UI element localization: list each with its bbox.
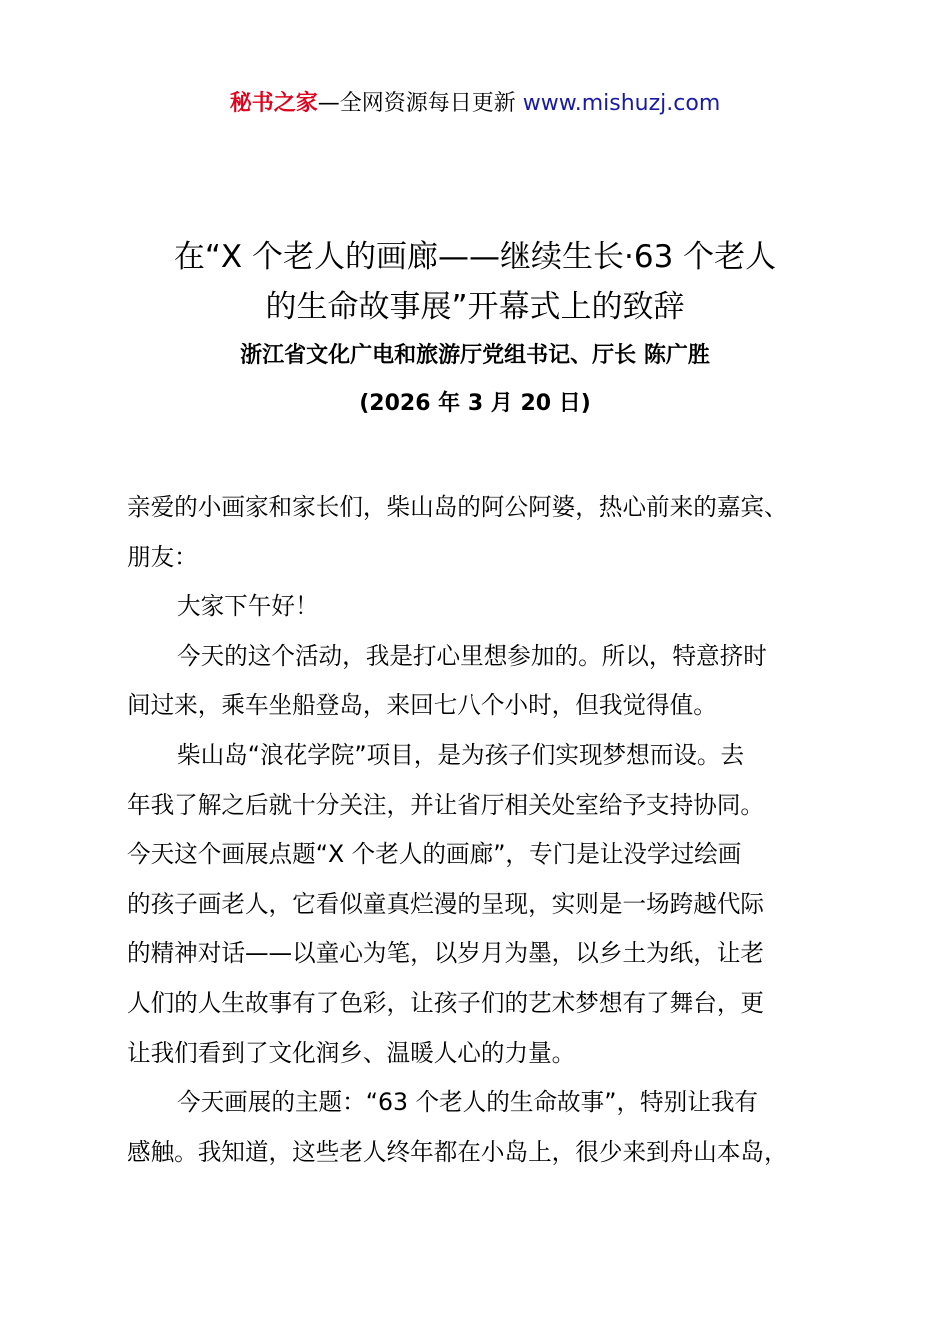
site-url-link[interactable]: www.mishuzj.com	[522, 91, 721, 116]
title-line-2: 的生命故事展”开幕式上的致辞	[265, 289, 685, 325]
text-line: 感触。我知道，这些老人终年都在小岛上，很少来到舟山本岛，	[127, 1137, 788, 1166]
speech-date: (2026 年 3 月 20 日)	[359, 391, 591, 416]
text-line: 人们的人生故事有了色彩，让孩子们的艺术梦想有了舞台，更	[127, 988, 765, 1017]
text-line: 的精神对话——以童心为笔，以岁月为墨，以乡土为纸，让老	[127, 939, 765, 968]
text-line: 年我了解之后就十分关注，并让省厅相关处室给予支持协同。	[127, 790, 765, 819]
header-slogan: —全网资源每日更新	[317, 91, 523, 116]
text-line: 今天这个画展点题“X 个老人的画廊”，专门是让没学过绘画	[127, 840, 742, 869]
text-line: 大家下午好！	[177, 592, 319, 621]
author-line: 浙江省文化广电和旅游厅党组书记、厅长 陈广胜	[240, 343, 710, 368]
site-header	[0, 88, 950, 120]
brand-name: 秘书之家	[229, 91, 318, 116]
speech-body	[127, 483, 837, 1177]
text-line: 亲爱的小画家和家长们，柴山岛的阿公阿婆，热心前来的嘉宾、	[127, 493, 788, 521]
text-line: 柴山岛“浪花学院”项目，是为孩子们实现梦想而设。去	[177, 740, 745, 769]
text-line: 让我们看到了文化润乡、温暖人心的力量。	[127, 1038, 576, 1067]
text-line: 今天的这个活动，我是打心里想参加的。所以，特意挤时	[177, 641, 767, 670]
text-line: 间过来，乘车坐船登岛，来回七八个小时，但我觉得值。	[127, 691, 717, 720]
document-title	[110, 232, 840, 332]
title-line-1: 在“X 个老人的画廊——继续生长·63 个老人	[173, 239, 777, 275]
text-line: 朋友：	[127, 542, 198, 571]
text-line: 的孩子画老人，它看似童真烂漫的呈现，实则是一场跨越代际	[127, 889, 765, 918]
text-line: 今天画展的主题：“63 个老人的生命故事”，特别让我有	[177, 1088, 759, 1117]
